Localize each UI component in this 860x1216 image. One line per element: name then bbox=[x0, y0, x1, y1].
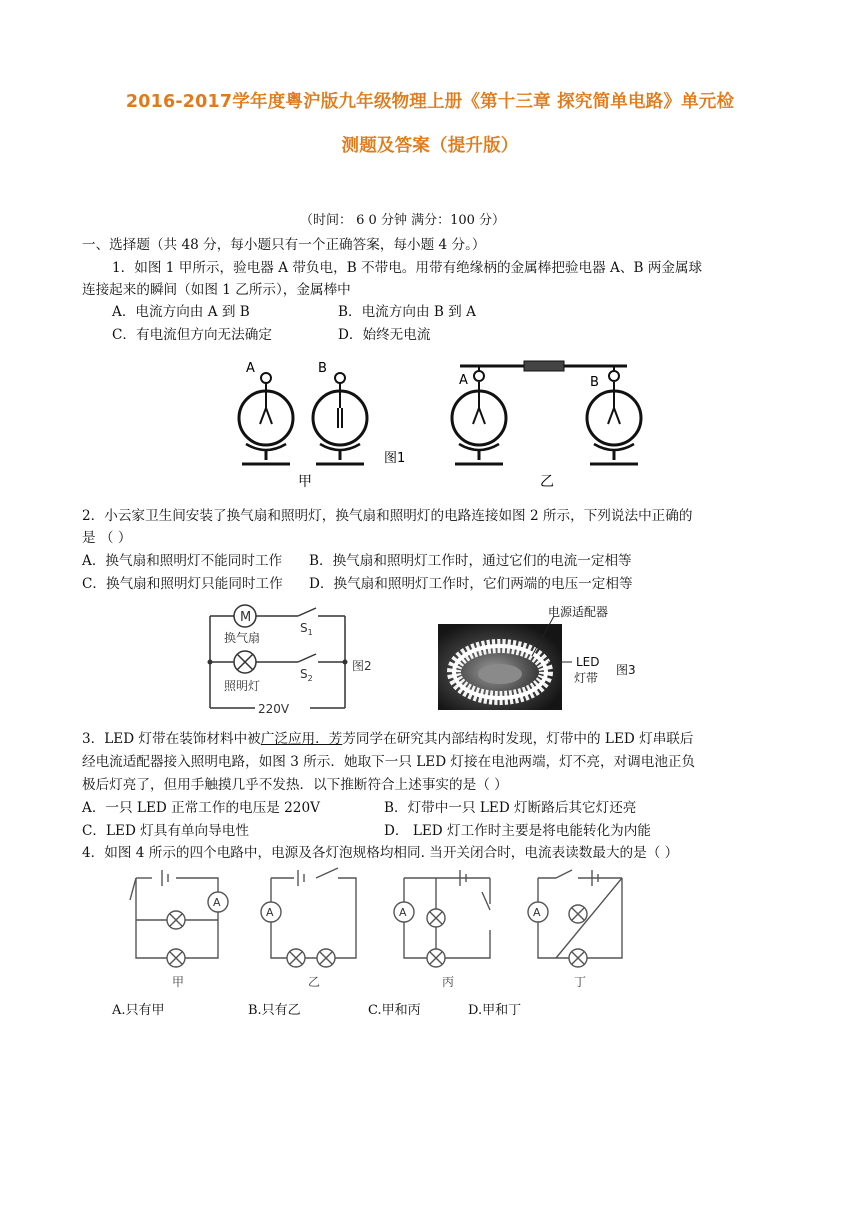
q4-line1: 4．如图 4 所示的四个电路中，电源及各灯泡规格均相同. 当开关闭合时，电流表读数最大的是（ ） bbox=[82, 845, 679, 861]
q2-option-b: B．换气扇和照明灯工作时，通过它们的电流一定相等 bbox=[309, 553, 632, 569]
q3-option-c: C．LED 灯具有单向导电性 bbox=[82, 823, 249, 839]
label-a-jia: A bbox=[246, 361, 255, 376]
q2-line2: 是 （ ） bbox=[82, 530, 132, 546]
fig4-label-ding: 丁 bbox=[574, 975, 587, 989]
doc-title-line1: 2016-2017学年度粤沪版九年级物理上册《第十三章 探究简单电路》单元检 bbox=[125, 92, 735, 112]
motor-symbol: M bbox=[240, 610, 252, 625]
figure-3-led-strip bbox=[436, 600, 656, 712]
label-b-jia: B bbox=[318, 361, 327, 376]
q3-line1: 3．LED 灯带在装饰材料中被广泛应用．芳芳同学在研究其内部结构时发现，灯带中的 LED 灯串联后 bbox=[82, 731, 694, 747]
q1-line2: 连接起来的瞬间（如图 1 乙所示），金属棒中 bbox=[82, 282, 351, 298]
fig3-number: 图3 bbox=[616, 663, 636, 677]
q1-option-b: B．电流方向由 B 到 A bbox=[338, 304, 476, 320]
fig1-label-yi: 乙 bbox=[540, 474, 554, 490]
q1-line1: 1．如图 1 甲所示，验电器 A 带负电，B 不带电。用带有绝缘柄的金属棒把验电器 A、B 两金属球 bbox=[112, 260, 703, 276]
switch-s1: $S_1$ bbox=[300, 621, 313, 637]
q3-line2: 经电流适配器接入照明电路，如图 3 所示．她取下一只 LED 灯接在电池两端，灯不亮，对调电池正负 bbox=[82, 754, 696, 770]
fig4-label-jia: 甲 bbox=[172, 975, 185, 989]
q3-option-a: A．一只 LED 正常工作的电压是 220V bbox=[82, 800, 320, 816]
fig4-label-yi: 乙 bbox=[308, 975, 321, 989]
label-a-yi: A bbox=[459, 373, 468, 388]
fan-label: 换气扇 bbox=[224, 631, 261, 645]
q1-option-a: A．电流方向由 A 到 B bbox=[112, 304, 250, 320]
strip-label: 灯带 bbox=[574, 671, 599, 685]
q1-option-d: D．始终无电流 bbox=[338, 327, 431, 343]
figure-4-circuits bbox=[126, 866, 632, 992]
voltage-label: 220V bbox=[258, 702, 290, 716]
fig4-label-bing: 丙 bbox=[442, 975, 455, 989]
figure-1-electroscopes bbox=[232, 356, 652, 496]
section-heading: 一、选择题（共 48 分，每小题只有一个正确答案，每小题 4 分。） bbox=[82, 237, 486, 253]
adapter-label: 电源适配器 bbox=[548, 605, 609, 619]
q3-option-d: D． LED 灯工作时主要是将电能转化为内能 bbox=[384, 823, 651, 839]
q4-option-b: B.只有乙 bbox=[248, 1003, 301, 1018]
q2-option-a: A．换气扇和照明灯不能同时工作 bbox=[82, 553, 283, 569]
figure-2-circuit bbox=[200, 600, 380, 720]
exam-meta: （时间： 6 0 分钟 满分：100 分） bbox=[300, 213, 506, 228]
ammeter-bing: A bbox=[399, 906, 407, 919]
doc-title-line2: 测题及答案（提升版） bbox=[341, 136, 519, 156]
lamp-label: 照明灯 bbox=[224, 679, 261, 693]
q2-option-d: D．换气扇和照明灯工作时，它们两端的电压一定相等 bbox=[309, 576, 633, 592]
label-b-yi: B bbox=[590, 375, 599, 390]
q4-option-a: A.只有甲 bbox=[112, 1003, 165, 1018]
q3-option-b: B．灯带中一只 LED 灯断路后其它灯还亮 bbox=[384, 800, 637, 816]
switch-s2: $S_2$ bbox=[300, 667, 313, 683]
fig1-label-jia: 甲 bbox=[298, 474, 312, 490]
ammeter-jia: A bbox=[213, 896, 221, 909]
ammeter-ding: A bbox=[533, 906, 541, 919]
q2-line1: 2．小云家卫生间安装了换气扇和照明灯，换气扇和照明灯的电路连接如图 2 所示，下列说法中正确的 bbox=[82, 508, 693, 524]
led-label: LED bbox=[576, 655, 600, 669]
q4-option-c: C.甲和丙 bbox=[368, 1003, 421, 1018]
ammeter-yi: A bbox=[266, 906, 274, 919]
q3-line3: 极后灯亮了，但用手触摸几乎不发热．以下推断符合上述事实的是（ ） bbox=[82, 777, 508, 793]
fig1-number: 图1 bbox=[384, 451, 406, 466]
q2-option-c: C．换气扇和照明灯只能同时工作 bbox=[82, 576, 283, 592]
q1-option-c: C．有电流但方向无法确定 bbox=[112, 327, 272, 343]
q4-option-d: D.甲和丁 bbox=[468, 1003, 522, 1018]
fig2-number: 图2 bbox=[352, 659, 372, 673]
